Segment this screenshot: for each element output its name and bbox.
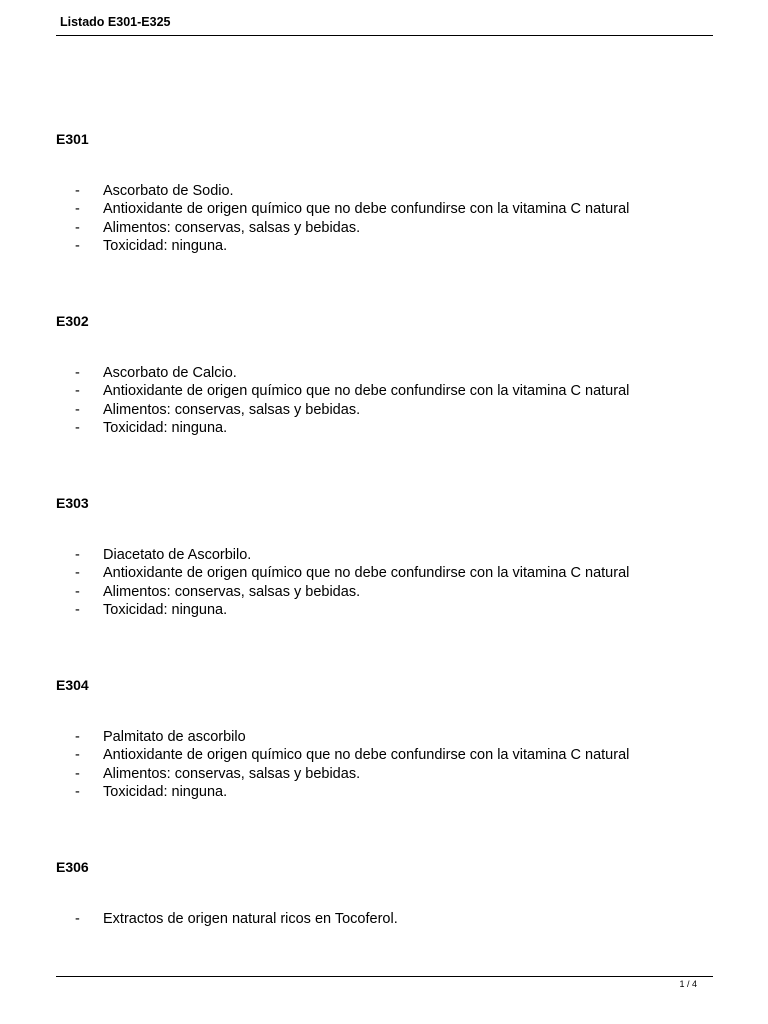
list-item (56, 219, 716, 237)
list-dash: - (75, 729, 80, 745)
item-text: Ascorbato de Sodio. (103, 183, 234, 199)
list-dash: - (75, 183, 80, 199)
list-item (56, 728, 716, 746)
list-dash: - (75, 401, 80, 418)
list-item (56, 783, 716, 801)
section-e303 (56, 494, 716, 619)
item-text: Alimentos: conservas, salsas y bebidas. (103, 219, 361, 236)
additive-code: E303 (56, 495, 89, 511)
section-e301 (56, 130, 716, 255)
list-item (56, 364, 716, 382)
additive-code: E306 (56, 859, 89, 875)
list-item (56, 401, 716, 419)
list-item (56, 237, 716, 255)
item-text: Alimentos: conservas, salsas y bebidas. (103, 583, 361, 600)
item-text: Antioxidante de origen químico que no debe confundirse con la vitamina C natural (103, 383, 630, 400)
list-dash: - (75, 365, 80, 381)
list-dash: - (75, 602, 80, 619)
list-dash: - (75, 219, 80, 236)
list-item (56, 182, 716, 200)
item-list (56, 910, 716, 928)
item-text: Ascorbato de Calcio. (103, 365, 237, 381)
list-item (56, 765, 716, 783)
document-title: Listado E301-E325 (60, 15, 171, 29)
item-text: Antioxidante de origen químico que no debe confundirse con la vitamina C natural (103, 747, 630, 764)
list-item (56, 564, 716, 582)
item-text: Toxicidad: ninguna. (103, 420, 228, 437)
list-item (56, 419, 716, 437)
list-item (56, 601, 716, 619)
list-dash: - (75, 911, 80, 927)
list-item (56, 583, 716, 601)
additive-code: E301 (56, 131, 89, 147)
list-item (56, 746, 716, 764)
list-dash: - (75, 420, 80, 437)
section-e304 (56, 676, 716, 801)
page-header (56, 0, 713, 36)
list-dash: - (75, 747, 80, 764)
list-dash: - (75, 765, 80, 782)
additive-code: E302 (56, 313, 89, 329)
item-text: Alimentos: conservas, salsas y bebidas. (103, 401, 361, 418)
item-list (56, 364, 716, 438)
list-dash: - (75, 583, 80, 600)
list-item (56, 546, 716, 564)
list-dash: - (75, 201, 80, 218)
item-list (56, 728, 716, 802)
list-dash: - (75, 565, 80, 582)
additive-code: E304 (56, 677, 89, 693)
item-list (56, 182, 716, 256)
item-text: Toxicidad: ninguna. (103, 602, 228, 619)
item-text: Extractos de origen natural ricos en Tocoferol. (103, 911, 398, 927)
item-text: Antioxidante de origen químico que no debe confundirse con la vitamina C natural (103, 201, 630, 218)
list-dash: - (75, 238, 80, 255)
page-footer (56, 976, 713, 989)
item-text: Palmitato de ascorbilo (103, 729, 246, 745)
list-item (56, 382, 716, 400)
item-text: Antioxidante de origen químico que no debe confundirse con la vitamina C natural (103, 565, 630, 582)
item-text: Diacetato de Ascorbilo. (103, 547, 252, 563)
list-dash: - (75, 784, 80, 801)
page-number: 1 / 4 (679, 979, 697, 989)
item-text: Toxicidad: ninguna. (103, 784, 228, 801)
list-item (56, 200, 716, 218)
list-dash: - (75, 383, 80, 400)
list-item (56, 910, 716, 928)
list-dash: - (75, 547, 80, 563)
section-e306 (56, 858, 716, 927)
item-text: Alimentos: conservas, salsas y bebidas. (103, 765, 361, 782)
item-text: Toxicidad: ninguna. (103, 238, 228, 255)
item-list (56, 546, 716, 620)
section-e302 (56, 312, 716, 437)
